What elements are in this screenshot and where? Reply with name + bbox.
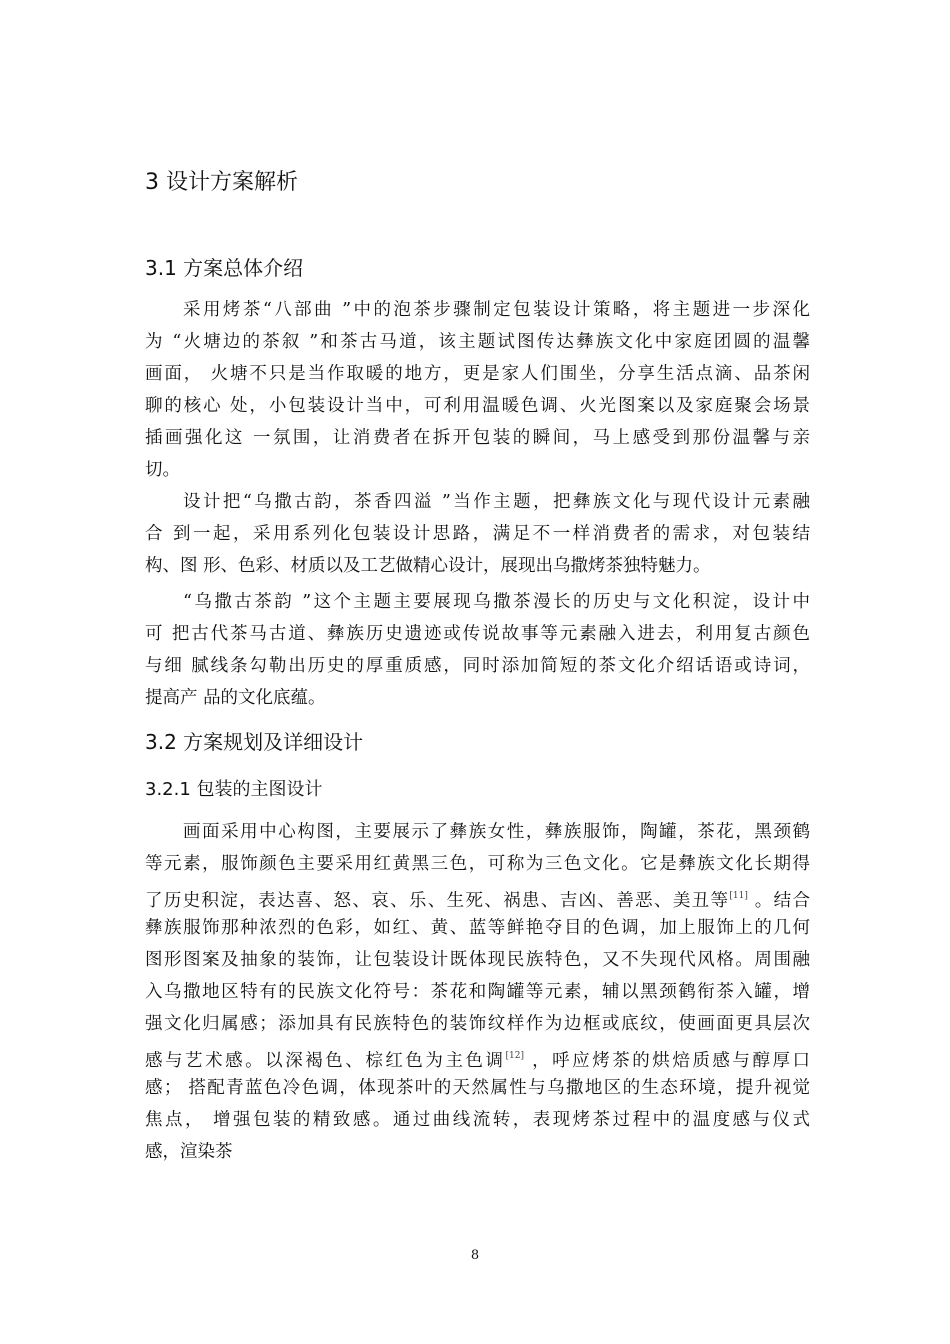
line-text: 感与艺术感。以深褐色、棕红色为主色调 [145, 1051, 506, 1071]
line-text: 构、图 形、色彩、材质以及工艺做精心设计，展现出乌撒烤茶独特魅力。 [145, 556, 711, 576]
citation-ref: [11] [729, 891, 748, 901]
line-text: 画面， 火塘不只是当作取暖的地方，更是家人们围坐，分享生活点滴、品茶闲 [145, 364, 810, 384]
page-number: 8 [470, 1248, 480, 1263]
citation-ref: [12] [505, 1051, 525, 1061]
text-line [145, 294, 810, 326]
text-line [145, 518, 810, 550]
text-line [145, 880, 810, 912]
paragraph [145, 586, 810, 714]
text-line [145, 586, 810, 618]
text-line [145, 550, 810, 582]
text-line [145, 650, 810, 682]
paragraph [145, 294, 810, 486]
text-line [145, 326, 810, 358]
line-text: 入乌撒地区特有的民族文化符号：茶花和陶罐等元素，辅以黑颈鹤衔茶入罐，增 [145, 982, 810, 1002]
text-line [145, 486, 810, 518]
section-heading-3-1: 3.1 方案总体介绍 [145, 256, 304, 280]
section-heading-3-2: 3.2 方案规划及详细设计 [145, 730, 364, 754]
line-text: 感； 搭配青蓝色冷色调，体现茶叶的天然属性与乌撒地区的生态环境，提升视觉 [145, 1078, 810, 1098]
text-line [145, 422, 810, 454]
text-line [145, 944, 810, 976]
text-line [145, 1104, 810, 1136]
line-text: 与细 腻线条勾勒出历史的厚重质感，同时添加简短的茶文化介绍话语或诗词， [145, 656, 810, 676]
line-text: 彝族服饰那种浓烈的色彩，如红、黄、蓝等鲜艳夺目的色调，加上服饰上的几何 [145, 918, 810, 938]
line-text: 插画强化这 一氛围，让消费者在拆开包装的瞬间，马上感受到那份温馨与亲 [145, 428, 810, 448]
line-text-after-ref: ，呼应烤茶的烘焙质感与醇厚口 [524, 1051, 811, 1071]
text-line [145, 682, 810, 714]
text-line [145, 454, 810, 486]
line-text: 提高产 品的文化底蕴。 [145, 688, 326, 708]
text-line [145, 1072, 810, 1104]
subsection-heading-3-2-1: 3.2.1 包装的主图设计 [145, 779, 323, 800]
line-text: 等元素，服饰颜色主要采用红黄黑三色，可称为三色文化。它是彝族文化长期得 [145, 854, 810, 874]
text-line [145, 358, 810, 390]
text-line [145, 390, 810, 422]
line-text: “乌撒古茶韵 ”这个主题主要展现乌撒茶漫长的历史与文化积淀，设计中 [183, 592, 810, 612]
paragraph [145, 486, 810, 582]
paragraph [145, 816, 810, 1168]
line-text-after-ref: 。结合 [747, 891, 810, 911]
text-line [145, 1136, 810, 1168]
line-text: 感，渲染茶 [145, 1142, 233, 1162]
text-line [145, 618, 810, 650]
text-line [145, 1040, 810, 1072]
chapter-heading: 3 设计方案解析 [145, 170, 298, 195]
text-line [145, 912, 810, 944]
text-line [145, 1008, 810, 1040]
line-text: 了历史积淀，表达喜、怒、哀、乐、生死、祸患、吉凶、善恶、美丑等 [145, 891, 730, 911]
line-text: 聊的核心 处，小包装设计当中，可利用温暖色调、火光图案以及家庭聚会场景 [145, 396, 810, 416]
line-text: 采用烤茶“八部曲 ”中的泡茶步骤制定包装设计策略，将主题进一步深化 [183, 300, 810, 320]
line-text: 合 到一起，采用系列化包装设计思路，满足不一样消费者的需求，对包装结 [145, 524, 810, 544]
line-text: 可 把古代茶马古道、彝族历史遗迹或传说故事等元素融入进去，利用复古颜色 [145, 624, 810, 644]
line-text: 画面采用中心构图，主要展示了彝族女性，彝族服饰，陶罐，茶花，黑颈鹤 [183, 822, 810, 842]
text-line [145, 976, 810, 1008]
line-text: 设计把“乌撒古韵，茶香四溢 ”当作主题，把彝族文化与现代设计元素融 [183, 492, 810, 512]
text-line [145, 848, 810, 880]
line-text: 切。 [145, 460, 180, 480]
line-text: 图形图案及抽象的装饰，让包装设计既体现民族特色，又不失现代风格。周围融 [145, 950, 810, 970]
line-text: 为 “火塘边的茶叙 ”和茶古马道，该主题试图传达彝族文化中家庭团圆的温馨 [145, 332, 810, 352]
line-text: 焦点， 增强包装的精致感。通过曲线流转，表现烤茶过程中的温度感与仪式 [145, 1110, 810, 1130]
line-text: 强文化归属感；添加具有民族特色的装饰纹样作为边框或底纹，使画面更具层次 [145, 1014, 810, 1034]
text-line [145, 816, 810, 848]
